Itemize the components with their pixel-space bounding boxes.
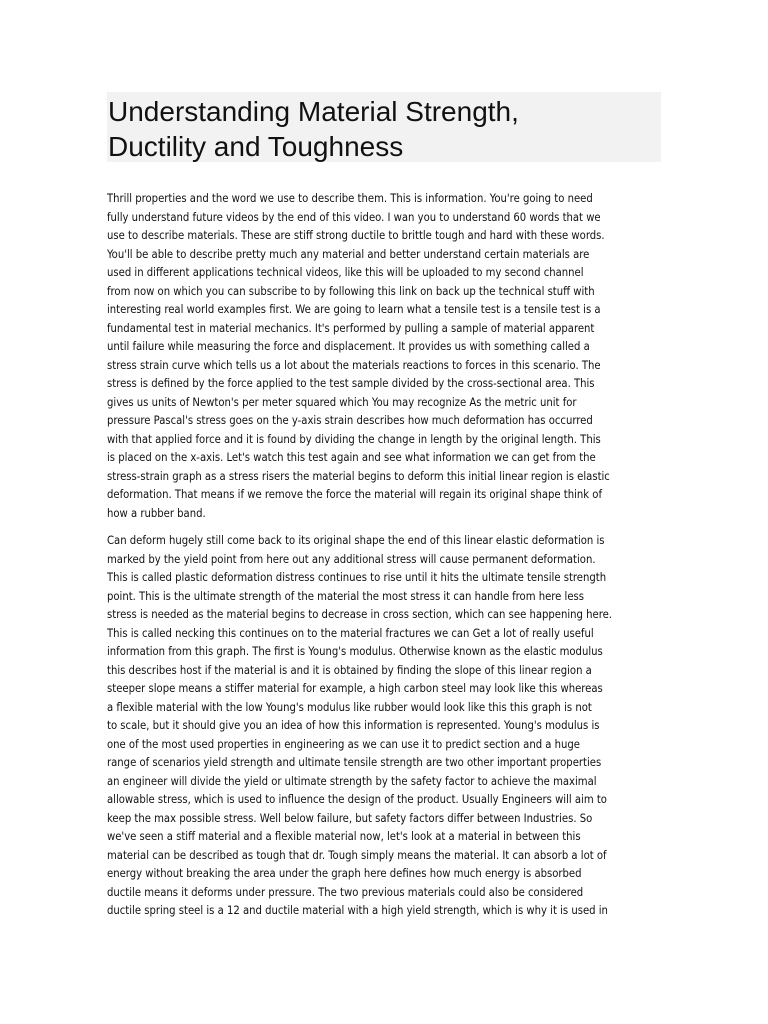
text-line: use to describe materials. These are stiff strong ductile to brittle tough and hard with these words. <box>107 229 605 242</box>
page-title <box>107 92 661 164</box>
text-line: until failure while measuring the force and displacement. It provides us with something called a <box>107 340 590 353</box>
text-line: Can deform hugely still come back to its original shape the end of this linear elastic deformation is <box>107 534 605 547</box>
text-line: ductile spring steel is a 12 and ductile material with a high yield strength, which is why it is used in <box>107 904 608 917</box>
text-line: used in different applications technical videos, like this will be uploaded to my second channel <box>107 266 584 279</box>
text-line: gives us units of Newton's per meter squared which You may recognize As the metric unit for <box>107 395 577 409</box>
text-line: fundamental test in material mechanics. It's performed by pulling a sample of material apparent <box>107 321 595 335</box>
text-line: one of the most used properties in engineering as we can use it to predict section and a huge <box>107 737 581 751</box>
text-line: steeper slope means a stiffer material for example, a high carbon steel may look like this whereas <box>107 682 603 695</box>
text-line: how a rubber band. <box>107 506 206 520</box>
text-line: information from this graph. The first is Young's modulus. Otherwise known as the elastic modulus <box>107 645 603 658</box>
text-line: material can be described as tough that dr. Tough simply means the material. It can absorb a lot of <box>107 848 607 862</box>
paragraph-1 <box>107 190 663 523</box>
text-line: this describes host if the material is and it is obtained by finding the slope of this linear region a <box>107 663 592 677</box>
text-line: stress strain curve which tells us a lot about the materials reactions to forces in this scenario. The <box>107 358 601 372</box>
text-line: Thrill properties and the word we use to describe them. This is information. You're going to need <box>107 192 593 205</box>
text-line: This is called necking this continues on to the material fractures we can Get a lot of really useful <box>107 626 594 640</box>
text-line: This is called plastic deformation distress continues to rise until it hits the ultimate tensile strength <box>107 571 607 584</box>
text-line: from now on which you can subscribe to by following this link on back up the technical stuff with <box>107 284 595 298</box>
text-line: interesting real world examples first. We are going to learn what a tensile test is a tensile test is a <box>107 303 601 316</box>
text-line: we've seen a stiff material and a flexible material now, let's look at a material in between this <box>107 830 581 843</box>
text-line: allowable stress, which is used to influence the design of the product. Usually Engineers will aim to <box>107 793 607 806</box>
text-line: ductile means it deforms under pressure. The two previous materials could also be considered <box>107 885 584 899</box>
text-line: deformation. That means if we remove the force the material will regain its original shape think of <box>107 488 602 501</box>
text-line: with that applied force and it is found by dividing the change in length by the original length. This <box>107 432 601 446</box>
text-line: stress-strain graph as a stress risers the material begins to deform this initial linear region is elastic <box>107 469 610 483</box>
title-line: Understanding Material Strength, <box>108 96 519 127</box>
text-line: an engineer will divide the yield or ultimate strength by the safety factor to achieve the maximal <box>107 774 597 788</box>
title-block <box>107 92 661 162</box>
article-body <box>107 190 663 930</box>
text-line: point. This is the ultimate strength of the material the most stress it can handle from here less <box>107 589 585 603</box>
text-line: fully understand future videos by the end of this video. I wan you to understand 60 words that we <box>107 210 601 224</box>
text-line: stress is defined by the force applied to the test sample divided by the cross-sectional area. This <box>107 377 595 390</box>
text-line: energy without breaking the area under the graph here defines how much energy is absorbed <box>107 867 582 880</box>
text-line: stress is needed as the material begins to decrease in cross section, which can see happening here. <box>107 608 612 621</box>
text-line: to scale, but it should give you an idea of how this information is represented. Young's modulus is <box>107 719 600 732</box>
text-line: keep the max possible stress. Well below failure, but safety factors differ between Industries. So <box>107 811 593 825</box>
text-line: is placed on the x-axis. Let's watch this test again and see what information we can get from the <box>107 451 596 464</box>
text-line: a flexible material with the low Young's modulus like rubber would look like this this graph is not <box>107 700 592 714</box>
paragraph-2 <box>107 532 663 921</box>
title-line: Ductility and Toughness <box>108 131 404 162</box>
text-line: You'll be able to describe pretty much any material and better understand certain materials are <box>107 247 590 261</box>
text-line: pressure Pascal's stress goes on the y-axis strain describes how much deformation has occurred <box>107 414 593 427</box>
text-line: range of scenarios yield strength and ultimate tensile strength are two other important properties <box>107 756 602 769</box>
text-line: marked by the yield point from here out any additional stress will cause permanent deformation. <box>107 552 596 566</box>
